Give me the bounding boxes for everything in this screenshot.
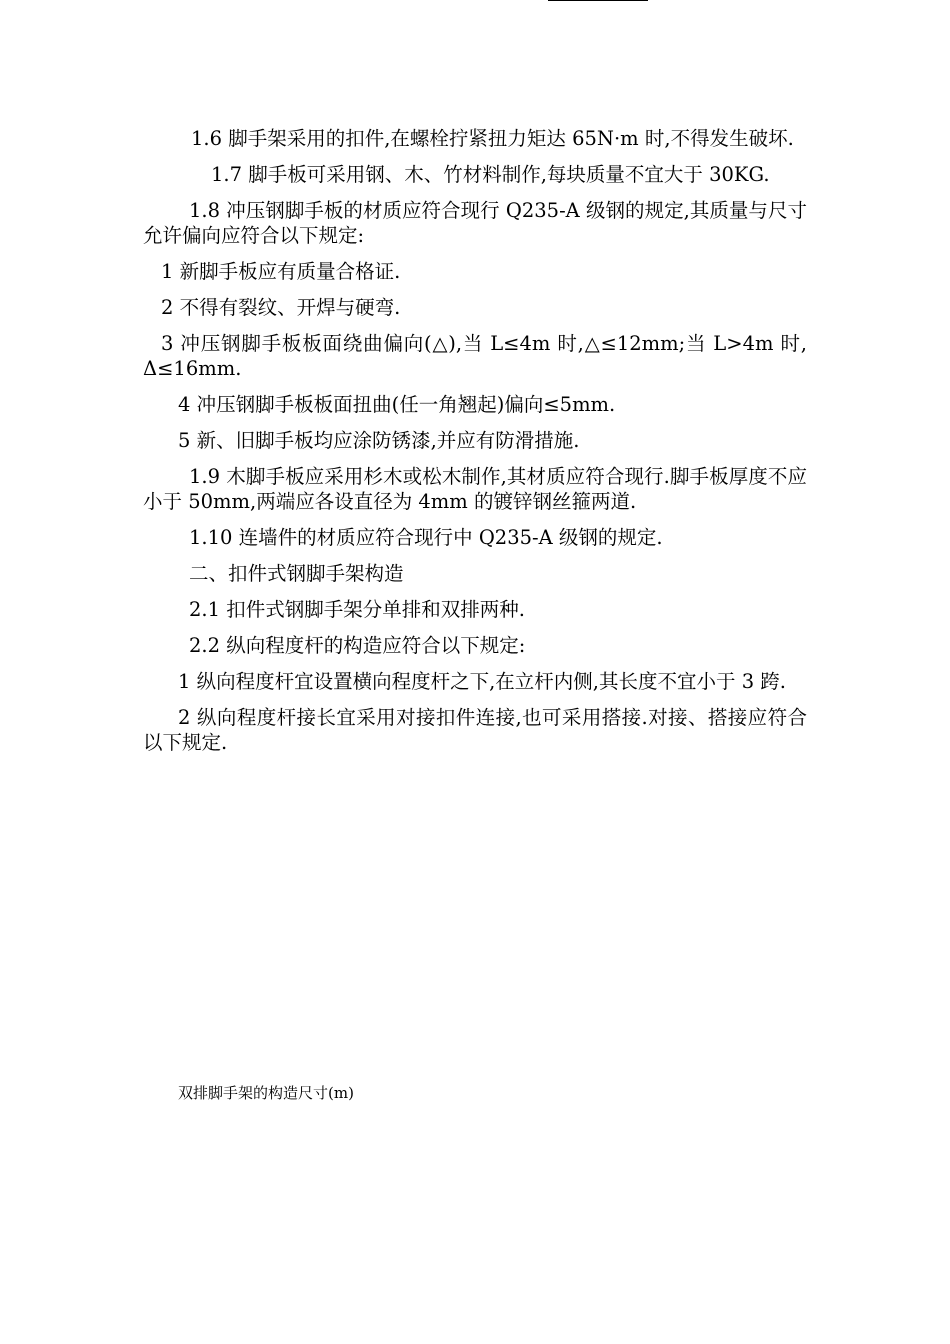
- paragraph-1-7: 1.7 脚手板可采用钢、木、竹材料制作,每块质量不宜大于 30KG.: [211, 163, 770, 186]
- list-item-4: 4 冲压钢脚手板板面扭曲(任一角翘起)偏向≤5mm.: [178, 393, 616, 416]
- paragraph-1-8: 1.8 冲压钢脚手板的材质应符合现行 Q235-A 级钢的规定,其质量与尺寸允许偏向应符合以下规定:: [143, 199, 807, 247]
- list-item-2-2-2: 2 纵向程度杆接长宜采用对接扣件连接,也可采用搭接.对接、搭接应符合以下规定.: [143, 706, 807, 754]
- table-caption: 双排脚手架的构造尺寸(m): [178, 1084, 354, 1102]
- list-item-5: 5 新、旧脚手板均应涂防锈漆,并应有防滑措施.: [178, 429, 580, 452]
- list-item-2: 2 不得有裂纹、开焊与硬弯.: [161, 296, 401, 319]
- paragraph-1-10: 1.10 连墙件的材质应符合现行中 Q235-A 级钢的规定.: [189, 526, 663, 549]
- header-rule: [548, 0, 648, 1]
- paragraph-2-1: 2.1 扣件式钢脚手架分单排和双排两种.: [189, 598, 525, 621]
- paragraph-1-6: 1.6 脚手架采用的扣件,在螺栓拧紧扭力矩达 65N·m 时,不得发生破坏.: [191, 127, 794, 150]
- list-item-3: 3 冲压钢脚手板板面绕曲偏向(△),当 L≤4m 时,△≤12mm;当 L>4m 时, Δ≤16mm.: [143, 332, 807, 380]
- paragraph-1-9: 1.9 木脚手板应采用杉木或松木制作,其材质应符合现行.脚手板厚度不应小于 50mm,两端应各设直径为 4mm 的镀锌钢丝箍两道.: [143, 465, 807, 513]
- section-heading: 二、扣件式钢脚手架构造: [189, 562, 404, 585]
- list-item-2-2-1: 1 纵向程度杆宜设置横向程度杆之下,在立杆内侧,其长度不宜小于 3 跨.: [178, 670, 787, 693]
- document-body: [143, 126, 807, 766]
- list-item-1: 1 新脚手板应有质量合格证.: [161, 260, 401, 283]
- paragraph-2-2: 2.2 纵向程度杆的构造应符合以下规定:: [189, 634, 526, 657]
